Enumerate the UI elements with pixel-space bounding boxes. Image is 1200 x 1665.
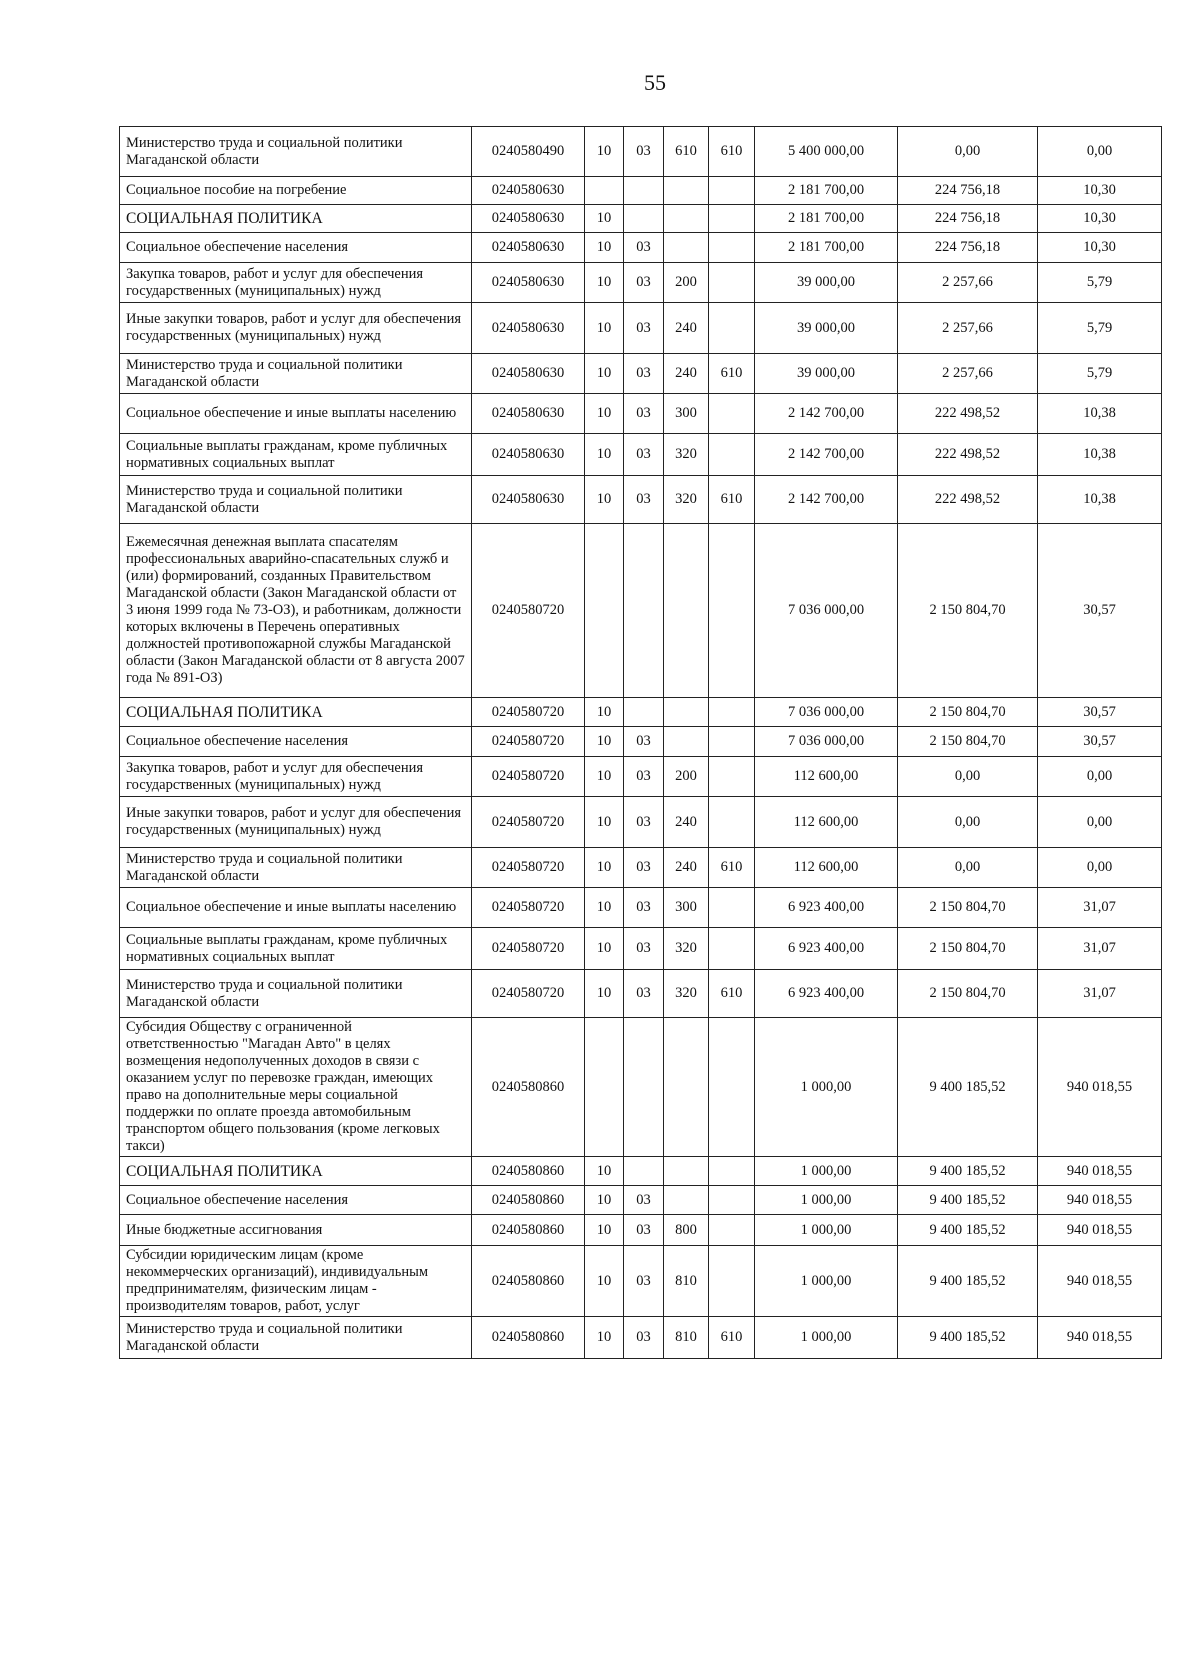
execution-percent-cell: 30,57 — [1038, 727, 1162, 757]
target-article-code-cell: 0240580720 — [472, 524, 585, 698]
administrator-code-cell — [709, 888, 755, 928]
row-name-cell: Закупка товаров, работ и услуг для обеспечения государственных (муниципальных) нужд — [120, 757, 472, 797]
execution-percent-cell: 31,07 — [1038, 970, 1162, 1018]
section-code-cell: 10 — [585, 303, 624, 354]
section-code-cell: 10 — [585, 354, 624, 394]
subsection-code-cell: 03 — [624, 727, 664, 757]
expense-type-code-cell — [664, 524, 709, 698]
subsection-code-cell: 03 — [624, 263, 664, 303]
section-code-cell: 10 — [585, 1317, 624, 1359]
row-name-cell: СОЦИАЛЬНАЯ ПОЛИТИКА — [120, 205, 472, 233]
target-article-code-cell: 0240580630 — [472, 303, 585, 354]
approved-amount-cell: 5 400 000,00 — [755, 127, 898, 177]
row-name-cell: Иные закупки товаров, работ и услуг для обеспечения государственных (муниципальных) нужд — [120, 797, 472, 848]
expense-type-code-cell — [664, 1186, 709, 1215]
approved-amount-cell: 112 600,00 — [755, 797, 898, 848]
approved-amount-cell: 6 923 400,00 — [755, 928, 898, 970]
approved-amount-cell: 7 036 000,00 — [755, 727, 898, 757]
execution-percent-cell: 940 018,55 — [1038, 1246, 1162, 1317]
approved-amount-cell: 1 000,00 — [755, 1215, 898, 1246]
administrator-code-cell — [709, 757, 755, 797]
executed-amount-cell: 222 498,52 — [898, 476, 1038, 524]
target-article-code-cell: 0240580630 — [472, 434, 585, 476]
expense-type-code-cell: 240 — [664, 354, 709, 394]
row-name-cell: Министерство труда и социальной политики Магаданской области — [120, 1317, 472, 1359]
table-row — [120, 263, 1162, 303]
target-article-code-cell: 0240580860 — [472, 1018, 585, 1157]
target-article-code-cell: 0240580860 — [472, 1317, 585, 1359]
executed-amount-cell: 2 150 804,70 — [898, 727, 1038, 757]
section-code-cell: 10 — [585, 434, 624, 476]
row-name-cell: Министерство труда и социальной политики Магаданской области — [120, 476, 472, 524]
row-name-cell: Социальные выплаты гражданам, кроме публичных нормативных социальных выплат — [120, 434, 472, 476]
section-code-cell: 10 — [585, 1246, 624, 1317]
expense-type-code-cell: 240 — [664, 797, 709, 848]
executed-amount-cell: 2 150 804,70 — [898, 888, 1038, 928]
subsection-code-cell: 03 — [624, 1186, 664, 1215]
subsection-code-cell: 03 — [624, 848, 664, 888]
table-row — [120, 394, 1162, 434]
approved-amount-cell: 39 000,00 — [755, 303, 898, 354]
section-code-cell — [585, 177, 624, 205]
row-name-cell: Субсидия Обществу с ограниченной ответственностью "Магадан Авто" в целях возмещения недополученных доходов в связи с оказанием услуг по перевозке граждан, имеющих право на дополнительные меры социальной поддержки по оплате проезда автомобильным транспортом общего пользования (кроме легковых такси) — [120, 1018, 472, 1157]
administrator-code-cell: 610 — [709, 970, 755, 1018]
approved-amount-cell: 2 142 700,00 — [755, 476, 898, 524]
administrator-code-cell — [709, 1215, 755, 1246]
administrator-code-cell — [709, 263, 755, 303]
execution-percent-cell: 940 018,55 — [1038, 1018, 1162, 1157]
executed-amount-cell: 224 756,18 — [898, 177, 1038, 205]
subsection-code-cell: 03 — [624, 1246, 664, 1317]
row-name-cell: Ежемесячная денежная выплата спасателям профессиональных аварийно-спасательных служб и (или) формирований, созданных Правительством Магаданской области (Закон Магаданской области от 3 июня 1999 года № 73-ОЗ), и работникам, должности которых включены в Перечень оперативных должностей противопожарной службы Магаданской области (Закон Магаданской области от 8 августа 2007 года № 891-ОЗ) — [120, 524, 472, 698]
target-article-code-cell: 0240580630 — [472, 205, 585, 233]
executed-amount-cell: 2 150 804,70 — [898, 698, 1038, 727]
subsection-code-cell — [624, 524, 664, 698]
budget-table — [119, 126, 1162, 1359]
subsection-code-cell — [624, 205, 664, 233]
execution-percent-cell: 10,38 — [1038, 476, 1162, 524]
table-row — [120, 797, 1162, 848]
administrator-code-cell — [709, 524, 755, 698]
target-article-code-cell: 0240580720 — [472, 727, 585, 757]
execution-percent-cell: 5,79 — [1038, 263, 1162, 303]
approved-amount-cell: 1 000,00 — [755, 1186, 898, 1215]
section-code-cell: 10 — [585, 928, 624, 970]
target-article-code-cell: 0240580720 — [472, 797, 585, 848]
execution-percent-cell: 10,38 — [1038, 434, 1162, 476]
table-row — [120, 205, 1162, 233]
subsection-code-cell: 03 — [624, 233, 664, 263]
expense-type-code-cell — [664, 233, 709, 263]
subsection-code-cell: 03 — [624, 797, 664, 848]
subsection-code-cell: 03 — [624, 434, 664, 476]
target-article-code-cell: 0240580630 — [472, 177, 585, 205]
administrator-code-cell: 610 — [709, 476, 755, 524]
subsection-code-cell — [624, 1018, 664, 1157]
target-article-code-cell: 0240580630 — [472, 476, 585, 524]
execution-percent-cell: 940 018,55 — [1038, 1186, 1162, 1215]
administrator-code-cell: 610 — [709, 127, 755, 177]
section-code-cell: 10 — [585, 727, 624, 757]
executed-amount-cell: 2 150 804,70 — [898, 970, 1038, 1018]
administrator-code-cell — [709, 727, 755, 757]
approved-amount-cell: 1 000,00 — [755, 1317, 898, 1359]
target-article-code-cell: 0240580630 — [472, 233, 585, 263]
subsection-code-cell — [624, 1157, 664, 1186]
administrator-code-cell — [709, 303, 755, 354]
executed-amount-cell: 2 150 804,70 — [898, 524, 1038, 698]
administrator-code-cell — [709, 394, 755, 434]
section-code-cell: 10 — [585, 476, 624, 524]
administrator-code-cell — [709, 1186, 755, 1215]
execution-percent-cell: 940 018,55 — [1038, 1317, 1162, 1359]
row-name-cell: Иные закупки товаров, работ и услуг для обеспечения государственных (муниципальных) нужд — [120, 303, 472, 354]
approved-amount-cell: 6 923 400,00 — [755, 888, 898, 928]
administrator-code-cell — [709, 434, 755, 476]
target-article-code-cell: 0240580490 — [472, 127, 585, 177]
table-row — [120, 848, 1162, 888]
section-code-cell: 10 — [585, 797, 624, 848]
executed-amount-cell: 9 400 185,52 — [898, 1018, 1038, 1157]
subsection-code-cell: 03 — [624, 928, 664, 970]
execution-percent-cell: 0,00 — [1038, 797, 1162, 848]
section-code-cell: 10 — [585, 888, 624, 928]
table-row — [120, 757, 1162, 797]
executed-amount-cell: 2 257,66 — [898, 263, 1038, 303]
page-number: 55 — [644, 70, 666, 95]
execution-percent-cell: 940 018,55 — [1038, 1215, 1162, 1246]
executed-amount-cell: 9 400 185,52 — [898, 1157, 1038, 1186]
administrator-code-cell: 610 — [709, 1317, 755, 1359]
subsection-code-cell: 03 — [624, 757, 664, 797]
expense-type-code-cell: 320 — [664, 970, 709, 1018]
administrator-code-cell — [709, 233, 755, 263]
administrator-code-cell — [709, 1157, 755, 1186]
approved-amount-cell: 2 142 700,00 — [755, 434, 898, 476]
executed-amount-cell: 0,00 — [898, 797, 1038, 848]
subsection-code-cell: 03 — [624, 476, 664, 524]
row-name-cell: Социальное обеспечение населения — [120, 1186, 472, 1215]
expense-type-code-cell: 200 — [664, 757, 709, 797]
section-code-cell: 10 — [585, 127, 624, 177]
administrator-code-cell — [709, 928, 755, 970]
table-row — [120, 928, 1162, 970]
row-name-cell: Закупка товаров, работ и услуг для обеспечения государственных (муниципальных) нужд — [120, 263, 472, 303]
row-name-cell: Социальное обеспечение населения — [120, 233, 472, 263]
administrator-code-cell — [709, 177, 755, 205]
executed-amount-cell: 2 257,66 — [898, 354, 1038, 394]
approved-amount-cell: 1 000,00 — [755, 1246, 898, 1317]
execution-percent-cell: 31,07 — [1038, 928, 1162, 970]
section-code-cell: 10 — [585, 970, 624, 1018]
expense-type-code-cell — [664, 1018, 709, 1157]
administrator-code-cell — [709, 698, 755, 727]
approved-amount-cell: 2 181 700,00 — [755, 205, 898, 233]
expense-type-code-cell — [664, 727, 709, 757]
approved-amount-cell: 2 181 700,00 — [755, 233, 898, 263]
target-article-code-cell: 0240580860 — [472, 1215, 585, 1246]
row-name-cell: СОЦИАЛЬНАЯ ПОЛИТИКА — [120, 698, 472, 727]
approved-amount-cell: 2 181 700,00 — [755, 177, 898, 205]
execution-percent-cell: 0,00 — [1038, 127, 1162, 177]
approved-amount-cell: 1 000,00 — [755, 1157, 898, 1186]
row-name-cell: Министерство труда и социальной политики Магаданской области — [120, 127, 472, 177]
table-row — [120, 524, 1162, 698]
section-code-cell: 10 — [585, 1215, 624, 1246]
expense-type-code-cell: 300 — [664, 888, 709, 928]
table-row — [120, 1018, 1162, 1157]
approved-amount-cell: 39 000,00 — [755, 354, 898, 394]
subsection-code-cell: 03 — [624, 127, 664, 177]
executed-amount-cell: 0,00 — [898, 127, 1038, 177]
section-code-cell: 10 — [585, 233, 624, 263]
execution-percent-cell: 10,30 — [1038, 205, 1162, 233]
target-article-code-cell: 0240580720 — [472, 888, 585, 928]
subsection-code-cell: 03 — [624, 303, 664, 354]
section-code-cell: 10 — [585, 698, 624, 727]
subsection-code-cell: 03 — [624, 1317, 664, 1359]
execution-percent-cell: 0,00 — [1038, 848, 1162, 888]
row-name-cell: Социальное обеспечение и иные выплаты населению — [120, 394, 472, 434]
table-row — [120, 727, 1162, 757]
table-row — [120, 970, 1162, 1018]
expense-type-code-cell — [664, 698, 709, 727]
table-row — [120, 698, 1162, 727]
executed-amount-cell: 222 498,52 — [898, 394, 1038, 434]
expense-type-code-cell: 320 — [664, 928, 709, 970]
table-row — [120, 476, 1162, 524]
execution-percent-cell: 30,57 — [1038, 524, 1162, 698]
table-row — [120, 1246, 1162, 1317]
execution-percent-cell: 10,38 — [1038, 394, 1162, 434]
expense-type-code-cell: 320 — [664, 476, 709, 524]
execution-percent-cell: 10,30 — [1038, 233, 1162, 263]
execution-percent-cell: 30,57 — [1038, 698, 1162, 727]
executed-amount-cell: 224 756,18 — [898, 205, 1038, 233]
section-code-cell — [585, 524, 624, 698]
subsection-code-cell: 03 — [624, 394, 664, 434]
table-row — [120, 354, 1162, 394]
target-article-code-cell: 0240580630 — [472, 354, 585, 394]
administrator-code-cell — [709, 1246, 755, 1317]
row-name-cell: Иные бюджетные ассигнования — [120, 1215, 472, 1246]
target-article-code-cell: 0240580860 — [472, 1246, 585, 1317]
row-name-cell: Социальное пособие на погребение — [120, 177, 472, 205]
subsection-code-cell: 03 — [624, 354, 664, 394]
expense-type-code-cell — [664, 177, 709, 205]
executed-amount-cell: 0,00 — [898, 848, 1038, 888]
section-code-cell: 10 — [585, 757, 624, 797]
expense-type-code-cell: 240 — [664, 303, 709, 354]
approved-amount-cell: 39 000,00 — [755, 263, 898, 303]
row-name-cell: Министерство труда и социальной политики Магаданской области — [120, 354, 472, 394]
target-article-code-cell: 0240580860 — [472, 1157, 585, 1186]
table-row — [120, 303, 1162, 354]
approved-amount-cell: 112 600,00 — [755, 757, 898, 797]
expense-type-code-cell — [664, 1157, 709, 1186]
approved-amount-cell: 112 600,00 — [755, 848, 898, 888]
subsection-code-cell — [624, 698, 664, 727]
section-code-cell: 10 — [585, 1157, 624, 1186]
expense-type-code-cell — [664, 205, 709, 233]
execution-percent-cell: 10,30 — [1038, 177, 1162, 205]
administrator-code-cell — [709, 1018, 755, 1157]
row-name-cell: Социальное обеспечение населения — [120, 727, 472, 757]
approved-amount-cell: 1 000,00 — [755, 1018, 898, 1157]
target-article-code-cell: 0240580720 — [472, 757, 585, 797]
approved-amount-cell: 7 036 000,00 — [755, 698, 898, 727]
subsection-code-cell: 03 — [624, 888, 664, 928]
table-row — [120, 888, 1162, 928]
executed-amount-cell: 222 498,52 — [898, 434, 1038, 476]
target-article-code-cell: 0240580720 — [472, 698, 585, 727]
approved-amount-cell: 7 036 000,00 — [755, 524, 898, 698]
expense-type-code-cell: 320 — [664, 434, 709, 476]
approved-amount-cell: 2 142 700,00 — [755, 394, 898, 434]
approved-amount-cell: 6 923 400,00 — [755, 970, 898, 1018]
section-code-cell: 10 — [585, 848, 624, 888]
table-row — [120, 233, 1162, 263]
executed-amount-cell: 2 257,66 — [898, 303, 1038, 354]
administrator-code-cell: 610 — [709, 354, 755, 394]
table-row — [120, 127, 1162, 177]
subsection-code-cell — [624, 177, 664, 205]
section-code-cell: 10 — [585, 394, 624, 434]
section-code-cell — [585, 1018, 624, 1157]
subsection-code-cell: 03 — [624, 970, 664, 1018]
executed-amount-cell: 9 400 185,52 — [898, 1215, 1038, 1246]
execution-percent-cell: 5,79 — [1038, 303, 1162, 354]
executed-amount-cell: 2 150 804,70 — [898, 928, 1038, 970]
table-row — [120, 1186, 1162, 1215]
row-name-cell: Субсидии юридическим лицам (кроме некоммерческих организаций), индивидуальным предпринимателям, физическим лицам - производителям товаров, работ, услуг — [120, 1246, 472, 1317]
administrator-code-cell — [709, 797, 755, 848]
target-article-code-cell: 0240580630 — [472, 263, 585, 303]
table-row — [120, 1317, 1162, 1359]
executed-amount-cell: 224 756,18 — [898, 233, 1038, 263]
execution-percent-cell: 31,07 — [1038, 888, 1162, 928]
target-article-code-cell: 0240580860 — [472, 1186, 585, 1215]
administrator-code-cell — [709, 205, 755, 233]
row-name-cell: Министерство труда и социальной политики Магаданской области — [120, 848, 472, 888]
expense-type-code-cell: 610 — [664, 127, 709, 177]
section-code-cell: 10 — [585, 263, 624, 303]
table-row — [120, 434, 1162, 476]
target-article-code-cell: 0240580630 — [472, 394, 585, 434]
target-article-code-cell: 0240580720 — [472, 848, 585, 888]
table-row — [120, 177, 1162, 205]
row-name-cell: Социальное обеспечение и иные выплаты населению — [120, 888, 472, 928]
execution-percent-cell: 5,79 — [1038, 354, 1162, 394]
execution-percent-cell: 0,00 — [1038, 757, 1162, 797]
executed-amount-cell: 0,00 — [898, 757, 1038, 797]
section-code-cell: 10 — [585, 205, 624, 233]
expense-type-code-cell: 200 — [664, 263, 709, 303]
table-row — [120, 1157, 1162, 1186]
executed-amount-cell: 9 400 185,52 — [898, 1186, 1038, 1215]
administrator-code-cell: 610 — [709, 848, 755, 888]
row-name-cell: СОЦИАЛЬНАЯ ПОЛИТИКА — [120, 1157, 472, 1186]
table-body — [120, 127, 1162, 1359]
expense-type-code-cell: 800 — [664, 1215, 709, 1246]
expense-type-code-cell: 810 — [664, 1246, 709, 1317]
expense-type-code-cell: 240 — [664, 848, 709, 888]
table-row — [120, 1215, 1162, 1246]
expense-type-code-cell: 300 — [664, 394, 709, 434]
target-article-code-cell: 0240580720 — [472, 970, 585, 1018]
row-name-cell: Социальные выплаты гражданам, кроме публичных нормативных социальных выплат — [120, 928, 472, 970]
row-name-cell: Министерство труда и социальной политики Магаданской области — [120, 970, 472, 1018]
execution-percent-cell: 940 018,55 — [1038, 1157, 1162, 1186]
expense-type-code-cell: 810 — [664, 1317, 709, 1359]
subsection-code-cell: 03 — [624, 1215, 664, 1246]
section-code-cell: 10 — [585, 1186, 624, 1215]
executed-amount-cell: 9 400 185,52 — [898, 1317, 1038, 1359]
target-article-code-cell: 0240580720 — [472, 928, 585, 970]
executed-amount-cell: 9 400 185,52 — [898, 1246, 1038, 1317]
